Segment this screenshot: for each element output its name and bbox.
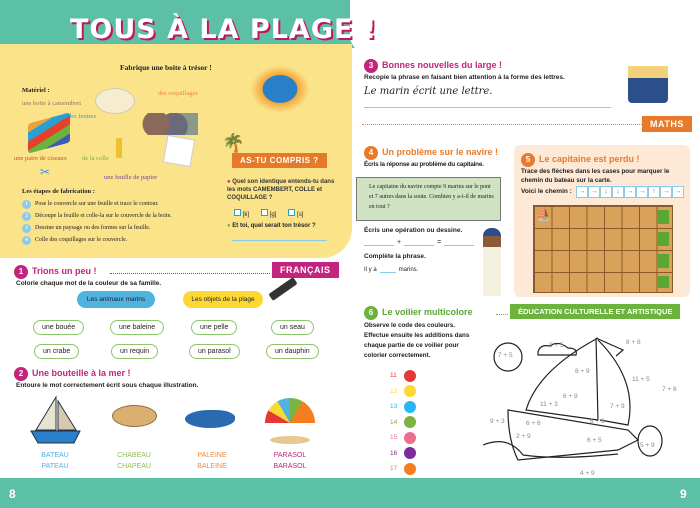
word-choice[interactable]: BALEINE: [197, 463, 227, 470]
quiz-question-1: ● Quel son identique entends-tu dans les mots CAMEMBERT, COLLE et COQUILLAGE ?: [227, 179, 335, 201]
islands-column: [657, 210, 669, 288]
page-number-left: 8: [9, 487, 16, 501]
ex3-title: Bonnes nouvelles du large !: [382, 60, 503, 70]
treasure-box-image: [250, 65, 310, 113]
step-text: Colle des coquillages sur le couvercle.: [35, 237, 128, 243]
marins-count-field[interactable]: [380, 266, 396, 273]
word-pill[interactable]: un requin: [111, 344, 158, 359]
ex1-heading: [14, 265, 97, 279]
sum-label: 8 + 9: [575, 368, 590, 375]
step-item: 1 Pose le couvercle sur une feuille et trace le contour.: [22, 198, 222, 210]
steps-label: Les étapes de fabrication :: [22, 188, 95, 195]
page-number-right: 9: [680, 487, 687, 501]
writing-line[interactable]: [364, 107, 611, 108]
sailor-illustration: [628, 58, 668, 103]
word-pill[interactable]: une pelle: [191, 320, 237, 335]
path-arrow: →: [576, 186, 588, 198]
word-pill[interactable]: une baleine: [110, 320, 164, 335]
material-item: des feutres: [68, 113, 96, 120]
highlighter-icon: [268, 277, 297, 301]
materials-label: Matériel :: [22, 87, 50, 94]
ex2-instruction: Entoure le mot correctement écrit sous chaque illustration.: [16, 382, 199, 389]
hat-image: [112, 405, 157, 427]
ex2-heading: [14, 367, 131, 381]
family-beach-objects: Les objets de la plage: [183, 291, 263, 308]
path-arrow: ↓: [612, 186, 624, 198]
steps-list: [22, 198, 222, 246]
color-code-item: [390, 384, 416, 400]
word-choice[interactable]: PATEAU: [41, 463, 69, 470]
plus-sign: +: [397, 239, 402, 246]
word-choice[interactable]: PALEINE: [197, 452, 227, 459]
ship-icon: ⛵: [536, 207, 551, 221]
code-number: 17: [390, 465, 398, 472]
word-choice[interactable]: BATEAU: [41, 452, 69, 459]
material-item: une feuille de papier: [104, 174, 158, 181]
bottom-band: [0, 478, 700, 508]
path-arrow: ↑: [648, 186, 660, 198]
divider: [110, 273, 270, 274]
ex1-number: 1: [14, 265, 28, 279]
subject-tag-francais: FRANÇAIS: [272, 262, 339, 278]
palm-tree-icon: 🌴: [222, 133, 245, 153]
color-code-item: [390, 461, 416, 477]
step-text: Dessine un paysage ou des formes sur la feuille.: [35, 225, 151, 231]
ex4-title: Un problème sur le navire !: [382, 147, 499, 157]
sum-label: 7 + 5: [498, 352, 513, 359]
parasol-image: [265, 398, 315, 423]
result-field[interactable]: [444, 238, 474, 246]
quiz-question-2: ● Et toi, quel serait ton trésor ?: [227, 223, 316, 229]
ex3-instruction: Recopie la phrase en faisant bien attention à la forme des lettres.: [364, 74, 565, 81]
path-arrow: →: [624, 186, 636, 198]
paper-image: [163, 135, 195, 167]
answer-sentence: [364, 266, 418, 273]
step-text: Découpe la feuille et colle-la sur le couvercle de la boite.: [35, 213, 172, 219]
step-text: Pose le couvercle sur une feuille et trace le contour.: [35, 201, 159, 207]
ex4-number: 4: [364, 146, 378, 160]
path-arrow: ↓: [600, 186, 612, 198]
sentence-end: marins.: [398, 267, 419, 273]
paint-splat-icon: [404, 370, 416, 382]
operand-1-field[interactable]: [364, 238, 394, 246]
complete-label: Complète la phrase.: [364, 253, 426, 260]
divider: [496, 314, 508, 315]
word-pill[interactable]: un seau: [271, 320, 314, 335]
word-pill[interactable]: une bouée: [33, 320, 84, 335]
paint-splat-icon: [404, 432, 416, 444]
sum-label: 4 + 9: [580, 470, 595, 477]
color-code-legend: [390, 368, 416, 477]
answer-line[interactable]: [232, 240, 327, 241]
word-choice[interactable]: CHAPEAU: [117, 463, 151, 470]
paint-splat-icon: [404, 401, 416, 413]
ex6-number: 6: [364, 306, 378, 320]
ex6-heading: [364, 306, 473, 320]
color-code-item: [390, 446, 416, 462]
code-number: 11: [390, 372, 397, 379]
ex2-title: Une bouteille à la mer !: [32, 368, 131, 378]
subject-tag-maths: MATHS: [642, 116, 692, 132]
option-label: [s]: [297, 212, 304, 218]
paint-splat-icon: [404, 385, 416, 397]
option-label: [k]: [242, 212, 250, 218]
family-marine-animals: Les animaux marins: [77, 291, 155, 308]
quiz-title: AS-TU COMPRIS ?: [232, 153, 327, 168]
sum-label: 5 + 9: [640, 442, 655, 449]
ex2-number: 2: [14, 367, 28, 381]
sum-label: 6 + 9: [563, 393, 578, 400]
sum-label: 11 + 5: [632, 376, 650, 383]
ex6-instruction: Observe le code des couleurs. Effectue ensuite les additions dans chaque partie de ce voilier pour colorier correctement.: [364, 322, 470, 359]
material-item: des coquillages: [158, 90, 198, 97]
option-g[interactable]: [261, 209, 276, 218]
quiz-options: [234, 209, 303, 218]
paint-splat-icon: [404, 463, 416, 475]
sailboat-image: [28, 395, 83, 445]
ex3-number: 3: [364, 59, 378, 73]
word-pill[interactable]: un crabe: [34, 344, 79, 359]
treasure-map-grid[interactable]: [533, 205, 673, 293]
sum-label: 8 + 5: [549, 342, 564, 349]
equals-sign: =: [437, 239, 442, 246]
paint-splat-icon: [404, 416, 416, 428]
color-code-item: [390, 368, 416, 384]
sum-label: 9 + 3: [490, 418, 505, 425]
ex1-instruction: Colorie chaque mot de la couleur de sa famille.: [16, 280, 162, 287]
code-number: 13: [390, 403, 398, 410]
word-pill[interactable]: un dauphin: [266, 344, 319, 359]
glue-image: [116, 138, 122, 158]
code-number: 16: [390, 449, 398, 457]
ex6-title: Le voilier multicolore: [382, 307, 473, 317]
page-title: TOUS À LA PLAGE !: [70, 14, 378, 45]
color-code-item: [390, 415, 416, 431]
ex5-title: Le capitaine est perdu !: [539, 154, 640, 164]
sum-label: 8 + 8: [626, 339, 641, 346]
operand-2-field[interactable]: [404, 238, 434, 246]
ex5-instruction: Trace des flèches dans les cases pour marquer le chemin du bateau sur la carte.: [521, 168, 670, 184]
code-number: 12: [390, 387, 398, 395]
path-arrow: →: [660, 186, 672, 198]
path-arrow: →: [672, 186, 684, 198]
ex1-title: Trions un peu !: [32, 266, 97, 276]
option-label: [g]: [269, 212, 277, 218]
question-text: Et toi, quel serait ton trésor ?: [232, 223, 316, 229]
color-code-item: [390, 399, 416, 415]
word-choice[interactable]: BARASOL: [273, 463, 307, 470]
ex4-instruction: Écris la réponse au problème du capitaine.: [364, 161, 484, 168]
option-s[interactable]: [288, 209, 303, 218]
sum-label: 7 + 6: [662, 386, 677, 393]
question-text: Quel son identique entends-tu dans les mots CAMEMBERT, COLLE et COQUILLAGE ?: [227, 179, 335, 201]
sum-label: 7 + 9: [610, 403, 625, 410]
subject-tag-arts: ÉDUCATION CULTURELLE ET ARTISTIQUE: [510, 304, 680, 319]
sum-label: 2 + 9: [516, 433, 531, 440]
whale-image: [185, 410, 235, 428]
color-code-item: [390, 430, 416, 446]
word-pill[interactable]: un parasol: [189, 344, 240, 359]
step-item: 4 Colle des coquillages sur le couvercle.: [22, 234, 222, 246]
sentence-start: Il y a: [364, 267, 377, 273]
sailor-illustration: [483, 228, 501, 296]
divider: [362, 124, 642, 125]
operation-label: Écris une opération ou dessine.: [364, 227, 463, 234]
path-label: Voici le chemin :: [521, 188, 572, 195]
sum-label: 6 + 6: [526, 420, 541, 427]
shells-image: [138, 113, 198, 135]
ex5-number: 5: [521, 153, 535, 167]
sum-label: 11 + 3: [540, 401, 558, 408]
path-arrow: →: [588, 186, 600, 198]
scissors-icon: ✂: [40, 165, 51, 179]
option-k[interactable]: [234, 209, 249, 218]
problem-card: Le capitaine du navire compte 9 marins sur le pont et 7 autres dans la soute. Combien y a-t-il de marins en tout ?: [356, 177, 501, 221]
word-choice[interactable]: CHABEAU: [117, 452, 151, 459]
right-page-top: [350, 0, 700, 55]
step-item: 3 Dessine un paysage ou des formes sur la feuille.: [22, 222, 222, 234]
code-number: 14: [390, 418, 398, 426]
cursive-model: Le marin écrit une lettre.: [364, 86, 493, 97]
path-arrow: →: [636, 186, 648, 198]
camembert-box-image: [95, 88, 135, 114]
craft-title: Fabrique une boite à trésor !: [120, 63, 212, 72]
ex3-heading: [364, 59, 502, 73]
word-choice[interactable]: PARASOL: [273, 452, 307, 459]
material-item: une paire de ciseaux: [14, 155, 67, 162]
step-item: 2 Découpe la feuille et colle-la sur le couvercle de la boite.: [22, 210, 222, 222]
path-sequence: [576, 186, 684, 198]
paint-splat-icon: [404, 447, 416, 459]
operation-row: [364, 238, 474, 246]
sum-label: 6 + 5: [587, 437, 602, 444]
sand-image: [270, 436, 310, 444]
material-item: de la colle: [82, 155, 109, 162]
material-item: une boite à camembert: [22, 100, 82, 107]
sum-label: 6 + 6: [590, 418, 605, 425]
code-number: 15: [390, 434, 398, 441]
ex4-heading: [364, 146, 498, 160]
ex5-heading: [521, 153, 640, 167]
